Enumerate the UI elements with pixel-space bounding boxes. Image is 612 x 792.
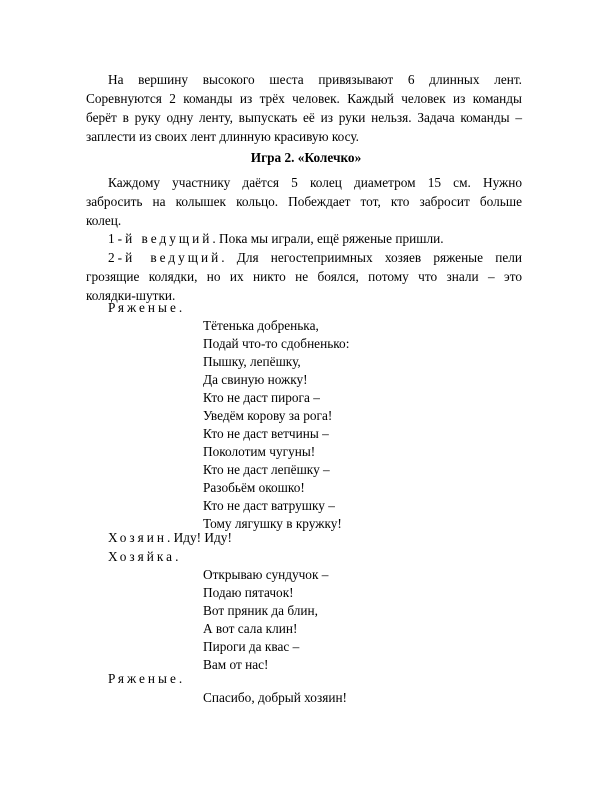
speech-text: . Иду! Иду! <box>167 530 232 545</box>
speaker-name: 2-й ведущий <box>108 250 222 265</box>
verse-line: А вот сала клин! <box>203 621 298 636</box>
paragraph-line: забросить на колышек кольцо. Побеждает тот, кто забросит больше <box>86 194 522 209</box>
mummers-speaker <box>108 300 182 316</box>
paragraph-line: Каждому участнику даётся 5 колец диаметром 15 см. Нужно <box>108 175 522 190</box>
speech-text: . Пока мы играли, ещё ряженые пришли. <box>212 231 444 246</box>
speaker-punct: . <box>178 300 183 315</box>
mummers-speaker <box>108 671 182 687</box>
paragraph-line: Соревнуются 2 команды из трёх человек. Каждый человек из команды <box>86 91 522 106</box>
verse-line: Подай что-то сдобненько: <box>203 336 350 351</box>
game-title: Игра 2. «Колечко» <box>250 150 362 165</box>
paragraph-line: берёт в руку одну ленту, выпускать её из руки нельзя. Задача команды – <box>86 110 522 125</box>
verse-line: Разобьём окошко! <box>203 480 305 495</box>
verse-line: Уведём корову за рога! <box>203 408 333 423</box>
verse-line: Спасибо, добрый хозяин! <box>203 690 347 705</box>
verse-line: Да свиную ножку! <box>203 372 308 387</box>
speaker-punct: . <box>178 671 183 686</box>
verse-line: Вам от нас! <box>203 657 269 672</box>
verse-line: Кто не даст пирога – <box>203 390 320 405</box>
speaker-punct: . <box>175 549 179 564</box>
hostess-speaker <box>108 549 178 565</box>
verse-line: Кто не даст ветчины – <box>203 426 329 441</box>
verse-line: Кто не даст лепёшку – <box>203 462 330 477</box>
verse-line: Открываю сундучок – <box>203 567 329 582</box>
paragraph-line: На вершину высокого шеста привязывают 6 длинных лент. <box>108 72 522 87</box>
verse-line: Поколотим чугуны! <box>203 444 316 459</box>
verse-line: Пироги да квас – <box>203 639 300 654</box>
paragraph-line: колядки-шутки. <box>86 288 176 303</box>
speech-text: . Для негостеприимных хозяев ряженые пели <box>221 250 522 265</box>
host1-line <box>86 230 522 249</box>
speaker-name: Ряженые <box>108 300 179 315</box>
paragraph-line: заплести из своих лент длинную красивую косу. <box>86 129 359 144</box>
verse-line: Вот пряник да блин, <box>203 603 318 618</box>
host2-line <box>86 249 522 268</box>
verse-line: Подаю пятачок! <box>203 585 294 600</box>
verse-line: Тому лягушку в кружку! <box>203 516 342 531</box>
speaker-name: Хозяин <box>108 530 168 545</box>
verse-line: Кто не даст ватрушку – <box>203 498 335 513</box>
owner-line <box>108 530 232 546</box>
verse-line: Пышку, лепёшку, <box>203 354 301 369</box>
paragraph-line: колец. <box>86 213 122 228</box>
speaker-name: 1-й ведущий <box>108 231 213 246</box>
speaker-name: Ряженые <box>108 671 179 686</box>
verse-line: Тётенька добренька, <box>203 318 319 333</box>
speaker-name: Хозяйка <box>108 549 176 564</box>
paragraph-line: грозящие колядки, но их никто не боялся, потому что знали – это <box>86 269 522 284</box>
